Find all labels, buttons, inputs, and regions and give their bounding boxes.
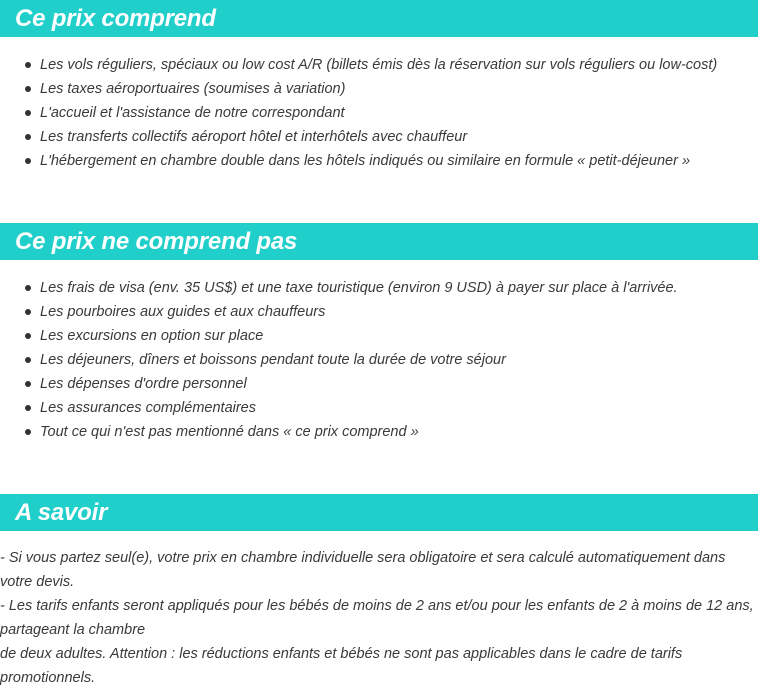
info-paragraph: de deux adultes. Attention : les réductions enfants et bébés ne sont pas applicables dans le cadre de tarifs promotionnels. xyxy=(0,646,683,686)
info-text xyxy=(0,546,758,690)
list-item: Les vols réguliers, spéciaux ou low cost A/R (billets émis dès la réservation sur vols réguliers ou low-cost) xyxy=(0,53,717,77)
list-item: Les excursions en option sur place xyxy=(0,324,678,348)
excluded-list xyxy=(0,276,678,444)
list-item: Les déjeuners, dîners et boissons pendant toute la durée de votre séjour xyxy=(0,348,678,372)
list-item: Les frais de visa (env. 35 US$) et une taxe touristique (environ 9 USD) à payer sur place à l'arrivée. xyxy=(0,276,678,300)
list-item: Tout ce qui n'est pas mentionné dans « ce prix comprend » xyxy=(0,420,678,444)
bullet-icon xyxy=(25,158,31,164)
bullet-icon xyxy=(25,285,31,291)
info-title: A savoir xyxy=(15,499,108,526)
list-item: Les dépenses d'ordre personnel xyxy=(0,372,678,396)
list-item: Les assurances complémentaires xyxy=(0,396,678,420)
excluded-header xyxy=(0,223,758,260)
list-item: L'accueil et l'assistance de notre correspondant xyxy=(0,101,717,125)
bullet-icon xyxy=(25,381,31,387)
bullet-icon xyxy=(25,405,31,411)
info-paragraph: - Les tarifs enfants seront appliqués pour les bébés de moins de 2 ans et/ou pour les enfants de 2 à moins de 12 ans, partageant la chambre xyxy=(0,598,754,638)
list-item: Les taxes aéroportuaires (soumises à variation) xyxy=(0,77,717,101)
bullet-icon xyxy=(25,110,31,116)
included-title: Ce prix comprend xyxy=(15,5,216,32)
bullet-icon xyxy=(25,86,31,92)
bullet-icon xyxy=(25,357,31,363)
list-item: Les pourboires aux guides et aux chauffeurs xyxy=(0,300,678,324)
excluded-title: Ce prix ne comprend pas xyxy=(15,228,298,255)
info-paragraph: - Si vous partez seul(e), votre prix en chambre individuelle sera obligatoire et sera calculé automatiquement dans votre devis. xyxy=(0,550,726,590)
bullet-icon xyxy=(25,309,31,315)
included-list xyxy=(0,53,717,173)
list-item: Les transferts collectifs aéroport hôtel et interhôtels avec chauffeur xyxy=(0,125,717,149)
included-header xyxy=(0,0,758,37)
bullet-icon xyxy=(25,429,31,435)
bullet-icon xyxy=(25,134,31,140)
bullet-icon xyxy=(25,62,31,68)
info-header xyxy=(0,494,758,531)
list-item: L'hébergement en chambre double dans les hôtels indiqués ou similaire en formule « petit-déjeuner » xyxy=(0,149,717,173)
bullet-icon xyxy=(25,333,31,339)
